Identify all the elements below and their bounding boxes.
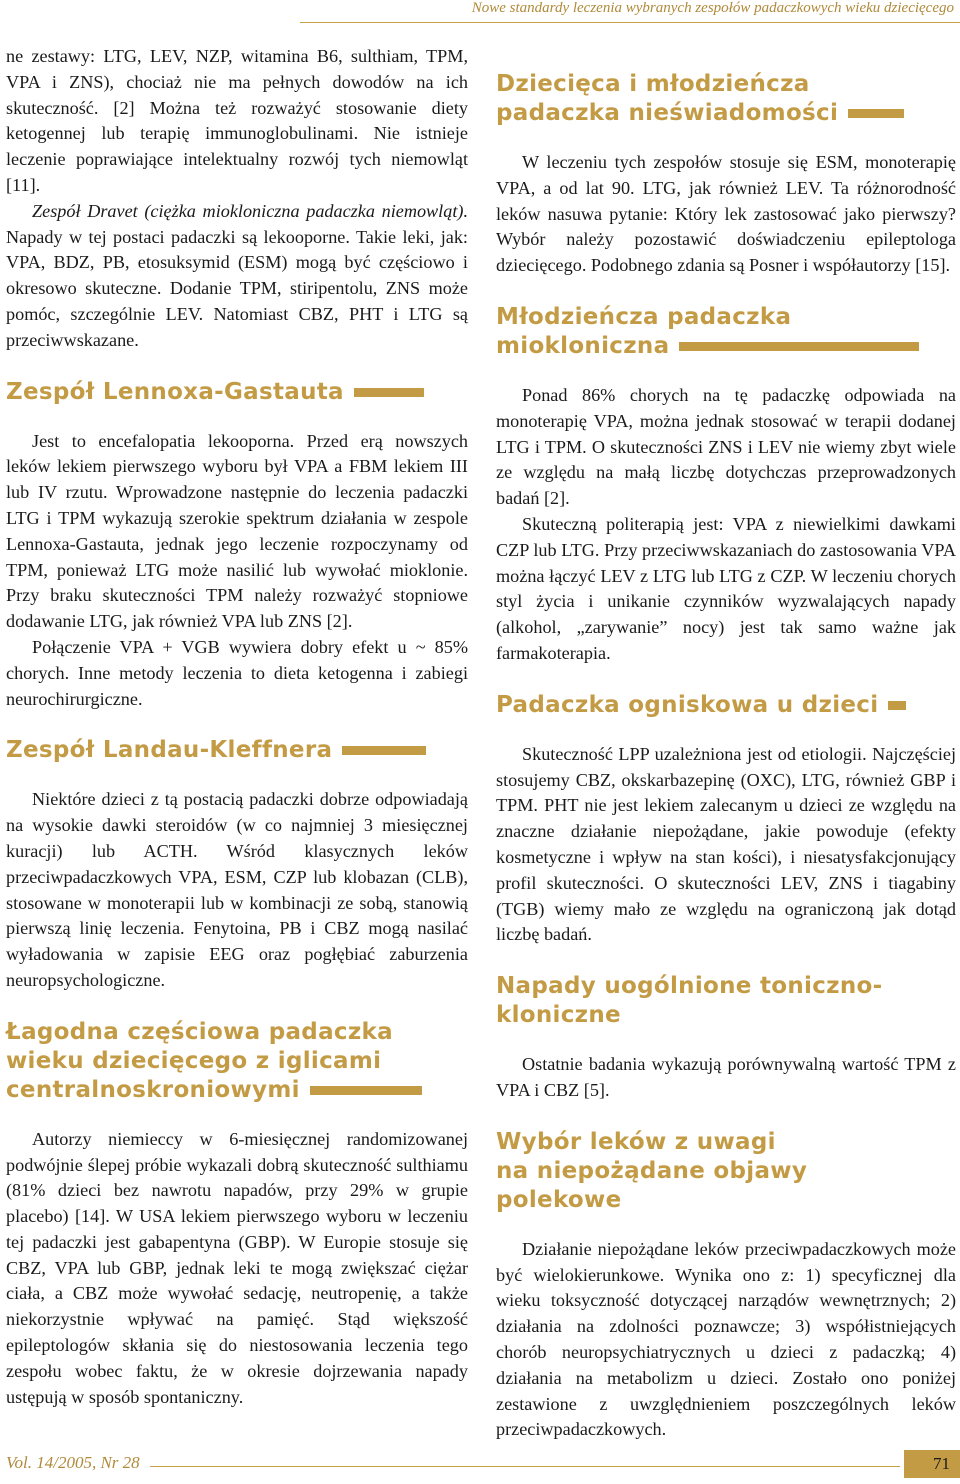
- paragraph-dravet: [6, 199, 468, 354]
- running-head: Nowe standardy leczenia wybranych zespołów padaczkowych wieku dziecięcego: [300, 0, 960, 23]
- paragraph: Połączenie VPA + VGB wywiera dobry efekt u ~ 85% chorych. Inne metody leczenia to dieta ketogenna i zabiegi neurochirurgiczne.: [6, 636, 468, 709]
- journal-volume: Vol. 14/2005, Nr 28: [6, 1453, 140, 1472]
- paragraph: ne zestawy: LTG, LEV, NZP, witamina B6, sulthiam, TPM, VPA i ZNS), chociaż nie ma pełnych dowodów na ich skuteczność. [2] Można też rozważyć stosowanie diety ketogennej lub terapię immunoglobulinami. Nie istnieje leczenie poprawiające intelektualny rozwój tych niemowląt [11].: [6, 46, 468, 195]
- paragraph: Skuteczną politerapią jest: VPA z niewielkimi dawkami CZP lub LTG. Przy przeciwwskazaniach do zastosowania VPA można łączyć LEV z LTG lub LTG z CZP. W leczeniu chorych styl życia i unikanie czynników wyzwalających napady (alkohol, „zarywanie” nocy) jest tak samo ważne jak farmakoterapia.: [496, 513, 956, 663]
- heading-dziecieca-padaczka: Dziecięca i młodzieńcza padaczka nieświadomości: [496, 70, 956, 128]
- heading-lennox-gastaut: Zespół Lennoxa-Gastauta: [6, 378, 468, 407]
- heading-wybor-lekow: Wybór leków z uwagi na niepożądane objawy polekowe: [496, 1128, 808, 1213]
- paragraph: Jest to encefalopatia lekooporna. Przed erą nowszych leków lekiem pierwszego wyboru był VPA a FBM lekiem III lub IV rzutu. Wprowadzone następnie do leczenia padaczki LTG i TPM wykazują szerokie spektrum działania w zespole Lennoxa-Gastauta, jednak jego leczenie rozpoczynamy od TPM, ponieważ LTG może nasilić lub wywołać mioklonie. Przy braku skuteczności TPM należy rozważyć stopniowe dodawanie LTG, jak również VPA lub ZNS [2].: [6, 430, 468, 632]
- heading-landau-kleffner: Zespół Landau-Kleffnera: [6, 736, 468, 765]
- heading-napady-uogolnione: Napady uogólnione toniczno- kloniczne: [496, 973, 883, 1029]
- footer-rule: [150, 1466, 900, 1467]
- heading-padaczka-ogniskowa: Padaczka ogniskowa u dzieci: [496, 691, 956, 720]
- left-column: [6, 44, 468, 1410]
- paragraph: Ostatnie badania wykazują porównywalną wartość TPM z VPA i CBZ [5].: [496, 1054, 956, 1100]
- paragraph: Skuteczność LPP uzależniona jest od etiologii. Najczęściej stosujemy CBZ, okskarbazepinę (OXC), LTG, również GBP i TPM. PHT nie jest lekiem zalecanym u dzieci ze względu na znaczne działanie niepożądane, jakie powoduje (efekty kosmetyczne i wpływ na stan kości), i niesatysfakcjonujący profil skuteczności. O skuteczności LEV, ZNS i tiagabiny (TGB) wiemy mało ze względu na ograniczoną jak dotąd liczbę badań.: [496, 743, 956, 945]
- heading-mlodziencza-padaczka: Młodzieńcza padaczka miokloniczna: [496, 303, 956, 361]
- heading-lagodna-padaczka: Łagodna częściowa padaczka wieku dziecięcego z iglicami centralnoskroniowymi: [6, 1018, 468, 1105]
- page-number: 71: [904, 1450, 960, 1478]
- paragraph: Autorzy niemieccy w 6-miesięcznej randomizowanej podwójnie ślepej próbie wykazali dobrą skuteczność sulthiamu (81% dzieci bez nawrotu napadów, przy 29% w grupie placebo) [14]. W USA lekiem pierwszego wyboru w leczeniu tej padaczki jest gabapentyna (GBP). W Europie stosuje się CBZ, VPA lub GBP, jednak leki te mogą zwiększać ciężar ciała, a CBZ może wywołać sedację, neutropenię, a także niekorzystnie wpływać na pamięć. Stąd większość epileptologów skłania się do niestosowania leczenia tego zespołu wobec faktu, że w okresie dojrzewania napady ustępują w sposób spontaniczny.: [6, 1128, 468, 1407]
- paragraph: Ponad 86% chorych na tę padaczkę odpowiada na monoterapię VPA, można jednak stosować w terapii dodanej LTG i TPM. O skuteczności ZNS i LEV nie wiemy zbyt wiele ze względu na małą liczbę dotychczas przeprowadzonych badań [2].: [496, 384, 956, 509]
- paragraph: W leczeniu tych zespołów stosuje się ESM, monoterapię VPA, a od lat 90. LTG, jak również LEV. Ta różnorodność leków nasuwa pytanie: Który lek zastosować jako pierwszy? Wybór należy pozostawić doświadczeniu epileptologa dziecięcego. Podobnego zdania są Posner i współautorzy [15].: [496, 152, 956, 276]
- dravet-text: Napady w tej postaci padaczki są lekooporne. Takie leki, jak: VPA, BDZ, PB, etosuksymid (ESM) mogą być częściowo i okresowo skuteczne. Dodanie TPM, stiripentolu, ZNS może pomóc, szczególnie LEV. Natomiast CBZ, PHT i LTG są przeciwwskazane.: [6, 226, 468, 350]
- paragraph: Niektóre dzieci z tą postacią padaczki dobrze odpowiadają na wysokie dawki steroidów (w co najmniej 3 miesięcznej kuracji) lub ACTH. Wśród klasycznych leków przeciwpadaczkowych VPA, ESM, CZP lub klobazan (CLB), stosowane w monoterapii lub w kombinacji ze sobą, stanowią pierwszą linię leczenia. Fenytoina, PB i CBZ mogą nasilać wyładowania w zapisie EEG oraz pogłębiać zaburzenia neuropsychologiczne.: [6, 789, 468, 990]
- right-column: [496, 70, 956, 1443]
- dravet-term: Zespół Dravet (ciężka miokloniczna padaczka niemowląt).: [32, 200, 468, 221]
- paragraph: Działanie niepożądane leków przeciwpadaczkowych może być wielokierunkowe. Wynika ono z: 1) specyficznej dla wieku toksyczność dotyczącej narządów wewnętrznych; 2) działania na zdolności poznawcze; 3) współistniejących chorób neuropsychiatrycznych u dzieci z padaczką; 4) działania na metabolizm u dzieci. Zostało ono poniżej zestawione z uwzględnieniem poszczególnych leków przeciwpadaczkowych.: [496, 1238, 956, 1440]
